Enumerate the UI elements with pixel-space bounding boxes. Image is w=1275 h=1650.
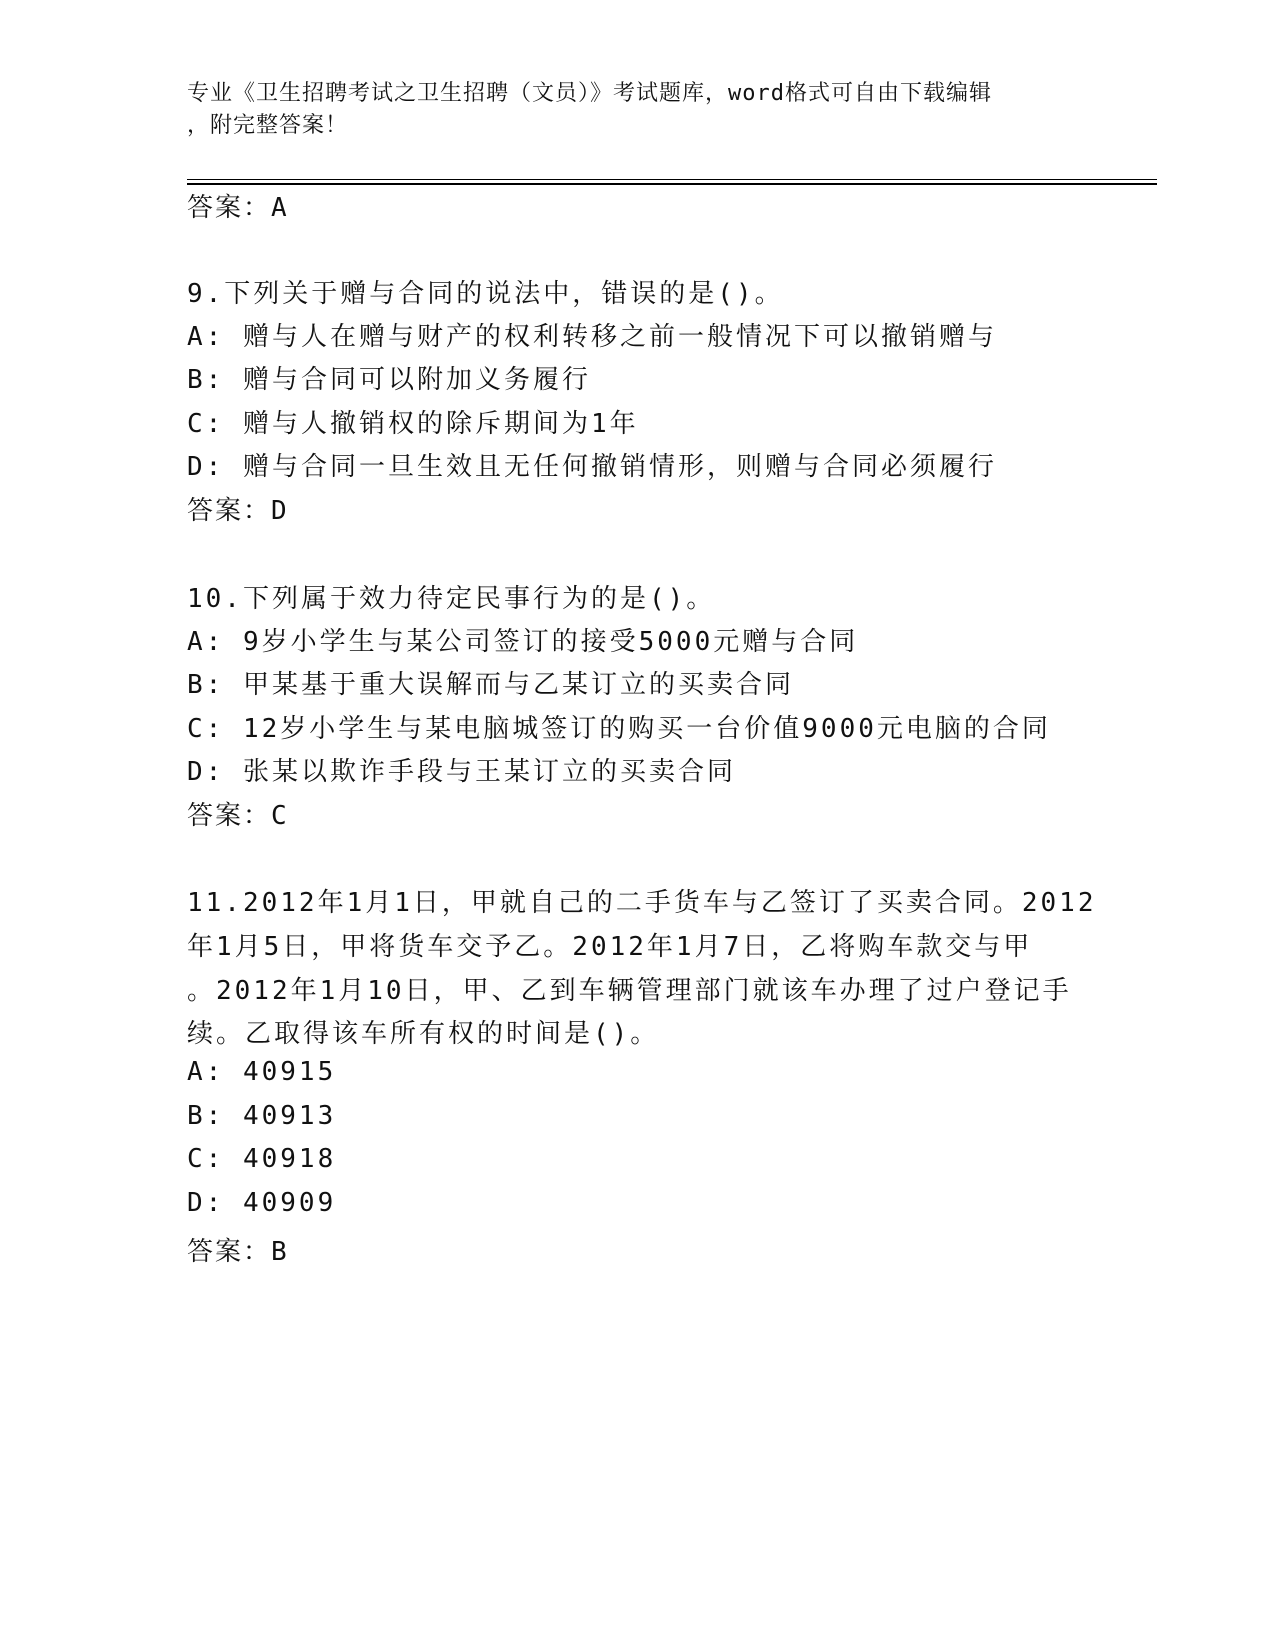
answer: 答案：C — [187, 801, 289, 831]
answer: 答案：D — [187, 496, 289, 526]
header-line-1: 专业《卫生招聘考试之卫生招聘（文员）》考试题库，word格式可自由下载编辑 — [187, 81, 992, 106]
option-b: B: 赠与合同可以附加义务履行 — [187, 365, 591, 395]
question-stem-line-1: 11.2012年1月1日，甲就自己的二手货车与乙签订了买卖合同。2012 — [187, 888, 1097, 918]
header-divider-thick — [187, 183, 1157, 185]
option-b: B: 甲某基于重大误解而与乙某订立的买卖合同 — [187, 670, 794, 700]
option-c: C: 40918 — [187, 1144, 337, 1174]
option-d: D: 张某以欺诈手段与王某订立的买卖合同 — [187, 757, 736, 787]
question-stem: 9.下列关于赠与合同的说法中，错误的是()。 — [187, 279, 784, 309]
option-d: D: 赠与合同一旦生效且无任何撤销情形，则赠与合同必须履行 — [187, 452, 997, 482]
question-stem-line-4: 续。乙取得该车所有权的时间是()。 — [187, 1019, 660, 1049]
option-c: C: 赠与人撤销权的除斥期间为1年 — [187, 409, 639, 439]
previous-answer: 答案：A — [187, 193, 289, 223]
option-a: A: 赠与人在赠与财产的权利转移之前一般情况下可以撤销赠与 — [187, 322, 997, 352]
header-line-2: ，附完整答案！ — [187, 113, 349, 138]
question-stem-line-3: 。2012年1月10日，甲、乙到车辆管理部门就该车办理了过户登记手 — [187, 976, 1072, 1006]
header-divider-thin — [187, 179, 1157, 180]
answer: 答案：B — [187, 1237, 289, 1267]
question-stem-line-2: 年1月5日，甲将货车交予乙。2012年1月7日，乙将购车款交与甲 — [187, 932, 1033, 962]
option-a: A: 40915 — [187, 1057, 337, 1087]
option-d: D: 40909 — [187, 1188, 337, 1218]
option-a: A: 9岁小学生与某公司签订的接受5000元赠与合同 — [187, 627, 859, 657]
option-c: C: 12岁小学生与某电脑城签订的购买一台价值9000元电脑的合同 — [187, 714, 1051, 744]
question-stem: 10.下列属于效力待定民事行为的是()。 — [187, 584, 716, 614]
option-b: B: 40913 — [187, 1101, 337, 1131]
